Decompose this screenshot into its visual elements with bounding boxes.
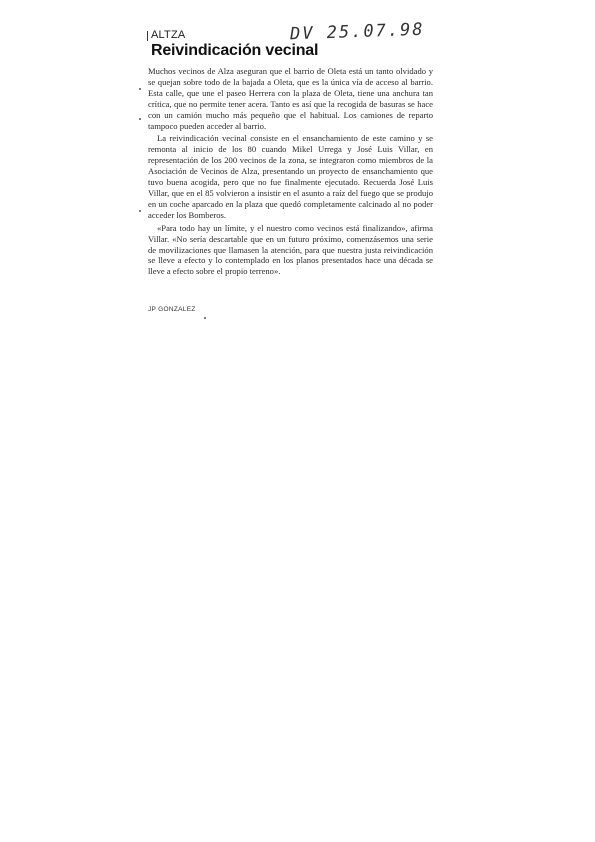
article-paragraph: La reivindicación vecinal consiste en el ensanchamiento de este camino y se remonta al inicio de los 80 cuando Mikel Urrega y José Luis Villar, en representación de los 200 vecinos de la zona, se integraron como miembros de la Asociación de Vecinos de Alza, presentando un proyecto de ensanchamiento que tuvo buena acogida, pero que no fue finalmente ejecutado. Recuerda José Luis Villar, que en el 85 volvieron a insistir en el asunto a raíz del fuego que se produjo en un coche aparcado en la plaza que quedó completamente calcinado al no poder acceder los Bomberos.	[148, 133, 433, 220]
article-paragraph: Muchos vecinos de Alza aseguran que el barrio de Oleta está un tanto olvidado y se quejan sobre todo de la bajada a Oleta, que es la única vía de acceso al barrio. Esta calle, que une el paseo Herrera con la plaza de Oleta, tiene una anchura tan crítica, que no permite tener acera. Tanto es así que la recogida de basuras se hace con un camión mucho más pequeño que el habitual. Los camiones de reparto tampoco pueden acceder al barrio.	[148, 66, 433, 131]
scan-artifact-dot	[139, 118, 141, 120]
handwritten-date-note: DV 25.07.98	[289, 19, 425, 45]
article-byline: JP GONZALEZ	[148, 306, 196, 313]
article-headline: Reivindicación vecinal	[151, 42, 319, 59]
article-paragraph: «Para todo hay un límite, y el nuestro como vecinos está finalizando», afirma Villar. «No sería descartable que en un futuro próximo, comenzásemos una serie de movilizaciones que llamasen la atención, para que nuestra justa reivindicación se lleve a efecto y lo contemplado en los planos presentados hace una década se lleve a efecto sobre el propio terreno».	[148, 222, 433, 277]
scan-artifact-dot	[139, 88, 141, 90]
scan-artifact-dot	[139, 210, 141, 212]
section-label: ALTZA	[151, 29, 186, 41]
article-body	[148, 66, 433, 279]
section-divider	[147, 31, 148, 41]
scan-artifact-dot	[204, 317, 206, 319]
